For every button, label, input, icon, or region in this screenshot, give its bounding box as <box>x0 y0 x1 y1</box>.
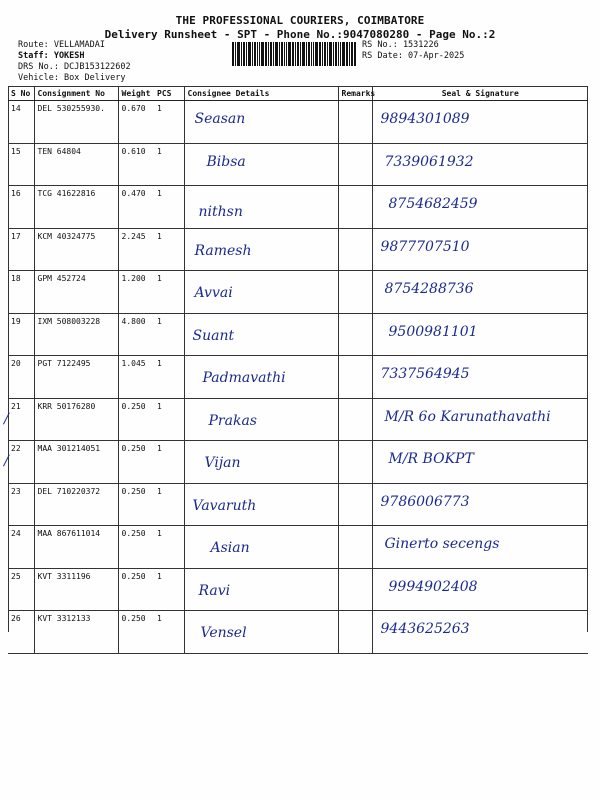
drs-label: DRS No.: DCJB153122602 <box>18 62 131 72</box>
handwritten-consignee-name: Suant <box>192 327 235 344</box>
row-signature <box>372 398 588 441</box>
row-consignment: KVT 3311196 <box>34 568 118 611</box>
row-signature <box>372 143 588 186</box>
row-remarks <box>338 441 372 484</box>
row-sno: 22 ∕ <box>8 441 34 484</box>
row-remarks <box>338 271 372 314</box>
row-consignment: PGT 7122495 <box>34 356 118 399</box>
row-signature <box>372 228 588 271</box>
handwritten-signature: 7337564945 <box>380 366 470 382</box>
row-consignee <box>184 568 338 611</box>
col-consignment-header: Consignment No <box>34 86 118 101</box>
row-consignment: MAA 867611014 <box>34 526 118 569</box>
row-remarks <box>338 568 372 611</box>
row-remarks <box>338 143 372 186</box>
handwritten-consignee-name: Vijan <box>204 455 241 471</box>
handwritten-signature: 9786006773 <box>380 493 470 510</box>
row-remarks <box>338 228 372 271</box>
table-row <box>8 568 588 611</box>
row-weight: 0.250 <box>118 398 154 441</box>
row-weight: 1.045 <box>118 356 154 399</box>
row-remarks <box>338 483 372 526</box>
row-pcs: 1 <box>154 398 184 441</box>
row-sno: 23 <box>8 483 34 526</box>
row-signature <box>372 313 588 356</box>
row-signature <box>372 356 588 399</box>
staff-label: Staff: YOKESH <box>18 51 85 61</box>
handwritten-consignee-name: Vavaruth <box>192 497 257 514</box>
table-header-row <box>8 86 588 101</box>
row-consignment: IXM 508003228 <box>34 313 118 356</box>
handwritten-signature: 7339061932 <box>384 153 474 170</box>
rs-number: RS No.: 1531226 <box>362 40 439 50</box>
row-pcs: 1 <box>154 611 184 654</box>
row-sno: 21 ∕ <box>8 398 34 441</box>
table-row <box>8 483 588 526</box>
row-pcs: 1 <box>154 186 184 229</box>
barcode-image <box>232 42 356 66</box>
handwritten-signature: 9894301089 <box>380 111 470 127</box>
row-weight: 2.245 <box>118 228 154 271</box>
runsheet-meta-left <box>18 40 131 84</box>
row-sno: 15 <box>8 143 34 186</box>
handwritten-consignee-name: nithsn <box>198 204 243 220</box>
row-sno: 16 <box>8 186 34 229</box>
tick-mark-icon: ∕ <box>4 453 9 469</box>
handwritten-consignee-name: Prakas <box>208 412 257 429</box>
row-pcs: 1 <box>154 228 184 271</box>
row-pcs: 1 <box>154 483 184 526</box>
table-row <box>8 611 588 654</box>
row-remarks <box>338 356 372 399</box>
route-label: Route: VELLAMADAI <box>18 40 105 50</box>
row-remarks <box>338 186 372 229</box>
row-signature <box>372 271 588 314</box>
row-pcs: 1 <box>154 313 184 356</box>
handwritten-signature: 8754682459 <box>388 196 478 212</box>
row-pcs: 1 <box>154 568 184 611</box>
row-consignment: MAA 301214051 <box>34 441 118 484</box>
row-signature <box>372 526 588 569</box>
row-pcs: 1 <box>154 526 184 569</box>
row-pcs: 1 <box>154 441 184 484</box>
row-sno: 24 <box>8 526 34 569</box>
handwritten-signature: M/R BOKPT <box>388 451 474 467</box>
handwritten-consignee-name: Vensel <box>200 625 247 641</box>
row-sno: 20 <box>8 356 34 399</box>
handwritten-consignee-name: Avvai <box>194 285 233 301</box>
row-signature <box>372 483 588 526</box>
table-row <box>8 356 588 399</box>
col-remarks-header: Remarks <box>338 86 372 101</box>
table-row <box>8 526 588 569</box>
tick-mark-icon: ∕ <box>4 410 9 427</box>
handwritten-signature: Ginerto secengs <box>384 536 500 552</box>
row-consignee <box>184 228 338 271</box>
row-signature <box>372 101 588 144</box>
row-weight: 0.250 <box>118 611 154 654</box>
table-row <box>8 228 588 271</box>
row-signature <box>372 186 588 229</box>
row-consignee <box>184 271 338 314</box>
row-remarks <box>338 313 372 356</box>
row-consignee <box>184 143 338 186</box>
handwritten-consignee-name: Ravi <box>198 582 231 599</box>
row-consignment: TCG 41622816 <box>34 186 118 229</box>
row-weight: 0.610 <box>118 143 154 186</box>
handwritten-consignee-name: Ramesh <box>194 242 252 259</box>
row-consignment: DEL 710220372 <box>34 483 118 526</box>
rs-date: RS Date: 07-Apr-2025 <box>362 51 465 61</box>
row-pcs: 1 <box>154 271 184 314</box>
row-sno: 17 <box>8 228 34 271</box>
row-consignee <box>184 356 338 399</box>
row-weight: 0.470 <box>118 186 154 229</box>
row-weight: 0.670 <box>118 101 154 144</box>
row-consignee <box>184 441 338 484</box>
row-sno: 25 <box>8 568 34 611</box>
row-remarks <box>338 101 372 144</box>
handwritten-consignee-name: Seasan <box>194 111 246 127</box>
row-consignee <box>184 398 338 441</box>
handwritten-signature: 9877707510 <box>380 238 470 255</box>
handwritten-signature: 9994902408 <box>388 578 478 595</box>
row-weight: 4.800 <box>118 313 154 356</box>
row-weight: 0.250 <box>118 441 154 484</box>
company-title: THE PROFESSIONAL COURIERS, COIMBATORE <box>175 14 425 27</box>
handwritten-signature: 8754288736 <box>384 281 474 297</box>
row-weight: 1.200 <box>118 271 154 314</box>
table-row <box>8 271 588 314</box>
row-signature <box>372 568 588 611</box>
table-row <box>8 143 588 186</box>
handwritten-signature: 9500981101 <box>388 323 478 340</box>
row-sno: 26 <box>8 611 34 654</box>
row-consignment: KCM 40324775 <box>34 228 118 271</box>
table-row <box>8 101 588 144</box>
row-pcs: 1 <box>154 101 184 144</box>
handwritten-consignee-name: Asian <box>210 540 250 556</box>
handwritten-signature: 9443625263 <box>380 621 470 637</box>
vehicle-label: Vehicle: Box Delivery <box>18 73 126 83</box>
row-consignment: KVT 3312133 <box>34 611 118 654</box>
row-pcs: 1 <box>154 143 184 186</box>
col-pcs-header: PCS <box>154 86 184 101</box>
table-row <box>8 186 588 229</box>
row-consignee <box>184 611 338 654</box>
row-remarks <box>338 526 372 569</box>
row-pcs: 1 <box>154 356 184 399</box>
row-consignee <box>184 483 338 526</box>
row-weight: 0.250 <box>118 568 154 611</box>
row-consignee <box>184 101 338 144</box>
col-weight-header: Weight <box>118 86 154 101</box>
row-remarks <box>338 398 372 441</box>
table-row <box>8 398 588 441</box>
table-row <box>8 441 588 484</box>
col-consignee-header: Consignee Details <box>184 86 338 101</box>
row-weight: 0.250 <box>118 526 154 569</box>
runsheet-meta-right <box>362 40 464 62</box>
table-row <box>8 313 588 356</box>
row-consignment: GPM 452724 <box>34 271 118 314</box>
handwritten-signature: M/R 6o Karunathavathi <box>384 408 551 425</box>
row-weight: 0.250 <box>118 483 154 526</box>
row-consignment: KRR 50176280 <box>34 398 118 441</box>
row-sno: 19 <box>8 313 34 356</box>
row-consignment: TEN 64804 <box>34 143 118 186</box>
row-sno: 14 <box>8 101 34 144</box>
handwritten-consignee-name: Padmavathi <box>202 370 286 386</box>
row-consignee <box>184 526 338 569</box>
runsheet-subtitle: Delivery Runsheet - SPT - Phone No.:9047080280 - Page No.:2 <box>104 28 496 41</box>
row-sno: 18 <box>8 271 34 314</box>
row-consignee <box>184 313 338 356</box>
row-consignee <box>184 186 338 229</box>
row-signature <box>372 611 588 654</box>
col-seal-header: Seal & Signature <box>372 86 588 101</box>
handwritten-consignee-name: Bibsa <box>206 153 246 170</box>
runsheet-table <box>4 86 588 654</box>
col-sno-header: S No <box>8 86 34 101</box>
row-consignment: DEL 530255930. <box>34 101 118 144</box>
row-signature <box>372 441 588 484</box>
row-remarks <box>338 611 372 654</box>
